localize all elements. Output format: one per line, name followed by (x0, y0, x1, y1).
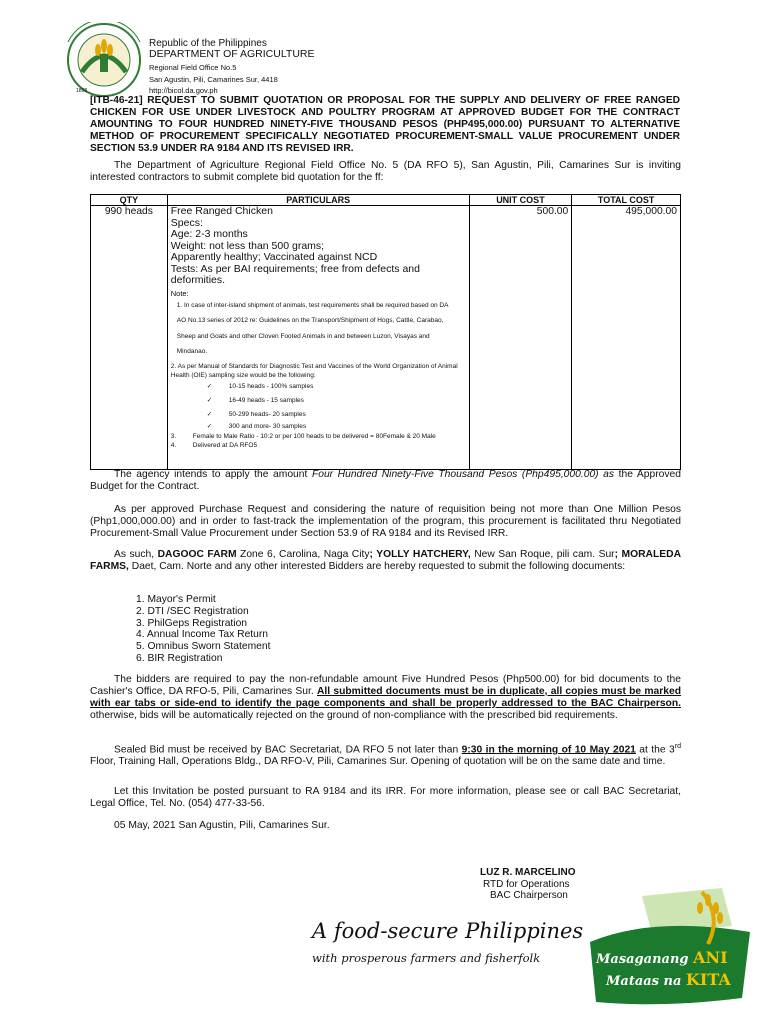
abc-paragraph (90, 469, 681, 493)
list-item: 6. BIR Registration (136, 652, 223, 664)
fee-text-post: otherwise, bids will be automatically rejected on the ground of non-compliance with the prescribed bid requirements. (90, 710, 618, 721)
item-name: Free Ranged Chicken (170, 205, 273, 217)
sealed-text-post: Floor, Training Hall, Operations Bldg., DA RFO-V, Pili, Camarines Sur. Opening of quotation will be on the same date and time. (90, 756, 666, 768)
document-title: [ITB-46-21] REQUEST TO SUBMIT QUOTATION OR PROPOSAL FOR THE SUPPLY AND DELIVERY OF FREE RANGED CHICKEN FOR USE UNDER LIVESTOCK AND POULTRY PROGRAM AT APPROVED BUDGET FOR THE CONTRACT AMOUNTING TO FOUR HUNDRED NINETY-FIVE THOUSAND PESOS (PHP495,000.00) PURSUANT TO ALTERNATIVE METHOD OF PROCUREMENT SPECIFICALLY NEGOTIATED PROCUREMENT-SMALL VALUE PROCUREMENT UNDER SECTION 53.9 UNDER RA 9184 AND ITS REVISED IRR. (90, 95, 680, 154)
logo-line-1 (596, 948, 728, 967)
spec-line: Apparently healthy; Vaccinated against NCD (170, 251, 378, 263)
masaganang-ani-logo (582, 886, 758, 1008)
note-label: Note: (170, 288, 189, 298)
bid-deadline: 9:30 in the morning of 10 May 2021 (461, 744, 636, 756)
note-3 (171, 432, 466, 441)
check-icon: ✓ (206, 422, 213, 430)
header-unit-cost: UNIT COST (469, 195, 572, 206)
logo-word-mataas: Mataas na (606, 974, 682, 989)
bidders-pre: As such, (114, 549, 158, 560)
list-item: 4. Annual Income Tax Return (136, 629, 269, 641)
note-4-number: 4. (170, 441, 177, 449)
abc-text-post: the Approved Budget for the Contract. (90, 469, 681, 492)
spec-line: Tests: As per BAI requirements; free from defects and deformities. (170, 262, 420, 286)
intro-paragraph (90, 160, 681, 184)
header-particulars: PARTICULARS (167, 195, 469, 206)
office-line: Regional Field Office No.5 (149, 63, 237, 72)
logo-word-masaganang: Masaganang (596, 952, 689, 967)
sampling-list (171, 380, 466, 432)
note-4-text: Delivered at DA RFO5 (192, 441, 258, 449)
note-4 (171, 441, 466, 450)
check-text: 300 and more- 30 samples (228, 422, 307, 430)
list-item: 1. Mayor's Permit (136, 594, 216, 605)
check-icon: ✓ (206, 410, 213, 418)
bidder-2-address: New San Roque, pili cam. Sur (470, 549, 615, 560)
check-text: 10-15 heads - 100% samples (228, 382, 314, 390)
table-header-row (91, 195, 681, 206)
fee-text: The bidders are required to pay the non-refundable amount Five Hundred Pesos (Php500.00) for bid documents to the Cashier's Office, DA RFO-5, Pili, Camarines Sur. (90, 674, 681, 697)
website-link[interactable]: http://bicol.da.gov.ph (149, 86, 218, 95)
seal-year: 1898 (76, 88, 88, 94)
purchase-paragraph: As per approved Purchase Request and considering the nature of requisition being not more than One Million Pesos (Php1,000,000.00) and in order to fast-track the implementation of the program, this procurement is facilitated thru Negotiated Procurement-Small Value Procurement under Section 53.9 of RA 9184 and its Revised IRR. (90, 504, 681, 539)
list-item: 5. Omnibus Sworn Statement (136, 641, 271, 653)
quotation-table (90, 194, 681, 470)
signatory-name: LUZ R. MARCELINO (480, 867, 576, 878)
check-icon: ✓ (206, 396, 213, 404)
header-qty: QTY (91, 195, 168, 206)
motto: A food-secure Philippines (312, 919, 584, 943)
list-item (207, 408, 466, 422)
note-1: 1. In case of inter-island shipment of animals, test requirements shall be required based on DA AO No.13 series of 2012 re: Guidelines on the Transport/Shipment of Hogs, Cattle, Carabao, Sheep and Goats and other Cloven Footed Animals in and between Luzon, Visayas and Mindanao. (176, 301, 449, 355)
list-item (207, 422, 466, 432)
signature-block (480, 867, 576, 902)
invitation-paragraph: Let this Invitation be posted pursuant to RA 9184 and its IRR. For more information, please see or call BAC Secretariat, Legal Office, Tel. No. (054) 477-33-56. (90, 786, 681, 809)
list-item: 2. DTI /SEC Registration (136, 605, 249, 617)
logo-word-kita: KITA (685, 970, 731, 989)
address-line: San Agustin, Pili, Camarines Sur, 4418 (149, 75, 278, 84)
spec-line: Age: 2-3 months (170, 228, 248, 240)
date-line: 05 May, 2021 San Agustin, Pili, Camarines Sur. (114, 820, 330, 831)
check-text: 16-49 heads - 15 samples (228, 396, 304, 404)
documents-list (136, 594, 271, 665)
bidder-2: ; YOLLY HATCHERY, (369, 549, 471, 560)
qty-cell: 990 heads (91, 206, 168, 470)
sealed-bid-paragraph (90, 741, 681, 768)
bidder-1: DAGOOC FARM (157, 549, 237, 560)
note-3-text: Female to Male Ratio - 10:2 or per 100 heads to be delivered = 80Female & 20 Male (192, 432, 436, 440)
logo-line-2 (606, 970, 731, 989)
intro-text: The Department of Agriculture Regional Field Office No. 5 (DA RFO 5), San Agustin, Pili, Camarines Sur is inviting interested contractors to submit complete bid quotation for the ff: (90, 160, 681, 183)
republic-line: Republic of the Philippines (149, 38, 267, 49)
check-icon: ✓ (206, 382, 213, 390)
particulars-cell (167, 206, 469, 470)
bidder-1-address: Zone 6, Carolina, Naga City (236, 549, 370, 560)
motto-tagline: with prosperous farmers and fisherfolk (312, 951, 541, 965)
bidder-3-address: Daet, Cam. Norte and any other interested Bidders are hereby requested to submit the following documents: (128, 561, 626, 572)
note-2: 2. As per Manual of Standards for Diagnostic Test and Vaccines of the World Organization of Animal Health (OIE) sampling size would be the following: (170, 362, 458, 379)
header-total-cost: TOTAL COST (572, 195, 681, 206)
abc-text-pre: The agency intends to apply the amount (114, 469, 312, 480)
spec-line: Weight: not less than 500 grams; (170, 239, 325, 252)
total-cost-cell: 495,000.00 (572, 206, 681, 470)
sealed-text: Sealed Bid must be received by BAC Secretariat, DA RFO 5 not later than (114, 744, 462, 756)
department-seal (62, 22, 146, 98)
logo-word-ani: ANI (693, 948, 728, 967)
sealed-text-mid: at the 3 (635, 744, 675, 756)
unit-cost-cell: 500.00 (469, 206, 572, 470)
list-item (207, 380, 466, 394)
check-text: 50-299 heads- 20 samples (228, 410, 306, 418)
table-row (91, 206, 681, 470)
abc-amount: Four Hundred Ninety-Five Thousand Pesos (Php495,000.00) as (311, 469, 615, 480)
ordinal-suffix: rd (674, 743, 681, 750)
list-item (207, 394, 466, 408)
department-line: DEPARTMENT OF AGRICULTURE (149, 48, 315, 60)
letterhead (149, 38, 315, 96)
fee-paragraph (90, 674, 681, 722)
note-3-number: 3. (170, 432, 177, 440)
bidders-paragraph (90, 549, 681, 573)
list-item: 3. PhilGeps Registration (136, 617, 248, 629)
bidder-3: ; MORALEDA FARMS, (90, 549, 682, 572)
signatory-role: RTD for Operations (483, 878, 570, 890)
signatory-role: BAC Chairperson (490, 890, 568, 901)
spec-line: Specs: (170, 216, 203, 229)
duplicate-requirement: All submitted documents must be in duplicate, all copies must be marked with ear tabs or side-end to identify the page components and shall be properly addressed to the BAC Chairperson. (90, 686, 681, 709)
